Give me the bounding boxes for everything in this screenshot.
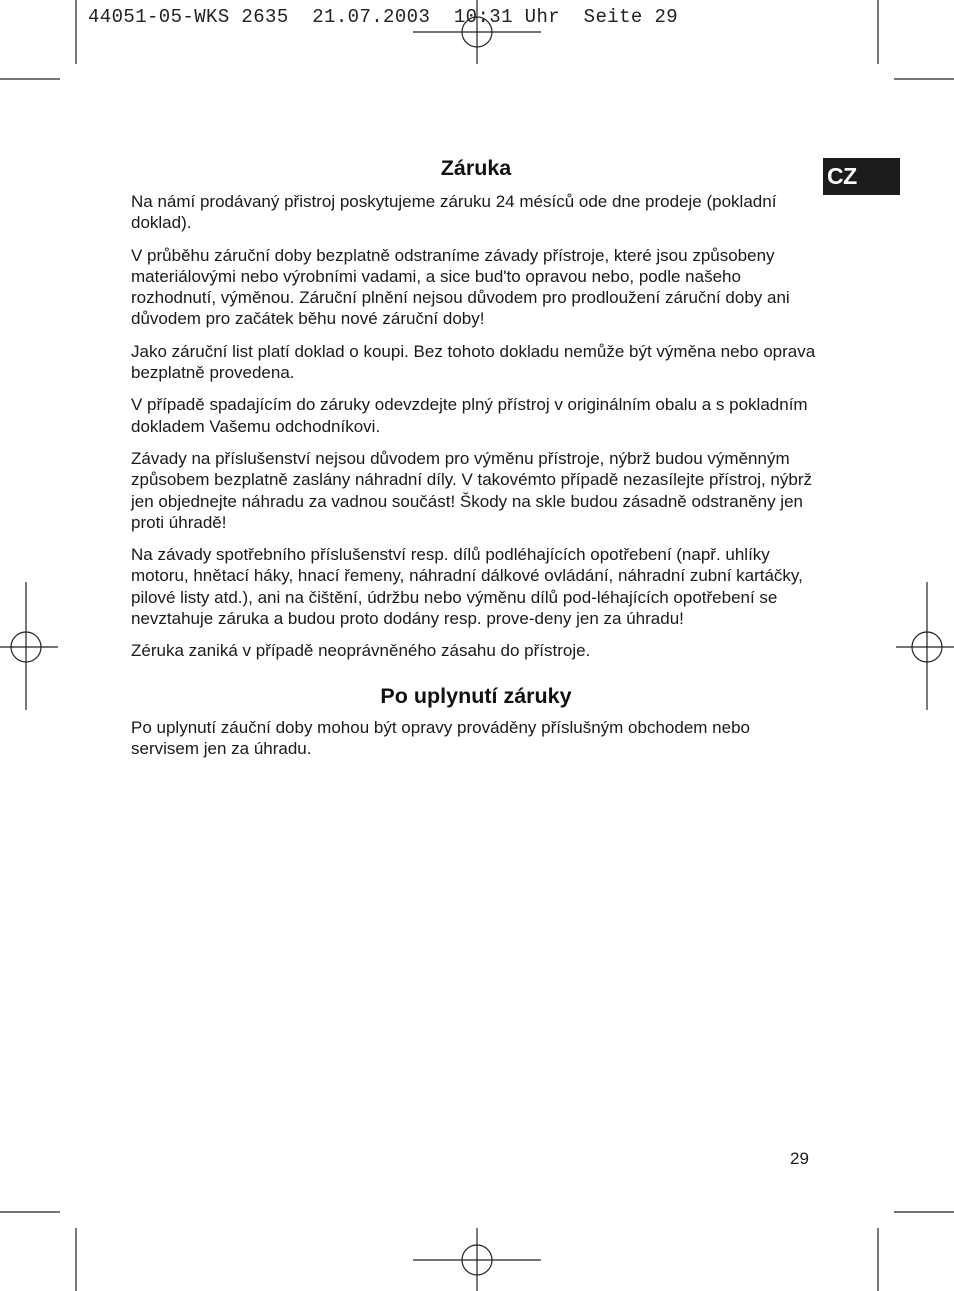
warranty-paragraph: Na závady spotřebního příslušenství resp. dílů podléhajících opotřebení (např. uhlíky motoru, hnětací háky, hnací řemeny, náhradní dálkové ovládání, náhradní zubní kartáčky, pilové listy atd.), ani na čištění, údržbu nebo výměnu dílů pod-léhajících opotřebení se nevztahuje záruka a budou proto dodány resp. prove-deny jen za úhradu! (131, 545, 803, 629)
warranty-paragraph: V průběhu záruční doby bezplatně odstraníme závady přístroje, které jsou způsobeny materiálovými nebo výrobními vadami, a sice bud'to opravou nebo, podle našeho rozhodnutí, výměnou. Záruční plnění nejsou důvodem pro prodloužení záruční doby ani důvodem pro začátek běhu nové záruční doby! (131, 245, 790, 329)
warranty-paragraph: Na námí prodávaný přistroj poskytujeme záruku 24 mésíců ode dne prodeje (pokladní doklad). (131, 192, 777, 233)
warranty-paragraph: V případě spadajícím do záruky odevzdejte plný přístroj v originálním obalu a s pokladním dokladem Vašemu odchodníkovi. (131, 395, 808, 436)
warranty-paragraph: Zéruka zaniká v případě neoprávněného zásahu do přístroje. (131, 641, 591, 661)
after-warranty-paragraph: Po uplynutí záuční doby mohou být opravy prováděny příslušným obchodem nebo servisem jen za úhradu. (131, 717, 750, 758)
print-slug: 44051-05-WKS 2635 21.07.2003 10:31 Uhr Seite 29 (88, 6, 679, 28)
language-tab-label: CZ (827, 163, 857, 189)
page-content (131, 154, 821, 770)
warranty-paragraph: Závady na příslušenství nejsou důvodem pro výměnu přístroje, nýbrž budou výměnným způsobem bezplatně zaslány náhradní díly. V takovémto případě nezasílejte přístroj, nýbrž jen objednejte náhradu za vadnou součást! Škody na skle budou zásadně odstraněny jen proti úhradě! (131, 448, 813, 532)
section-title-warranty: Záruka (440, 156, 512, 180)
warranty-paragraph: Jako záruční list platí doklad o koupi. Bez tohoto dokladu nemůže být výměna nebo oprava bezplatně provedena. (131, 341, 816, 383)
section-title-after-warranty: Po uplynutí záruky (380, 683, 572, 708)
page-number: 29 (790, 1149, 809, 1168)
language-tab (823, 158, 900, 195)
